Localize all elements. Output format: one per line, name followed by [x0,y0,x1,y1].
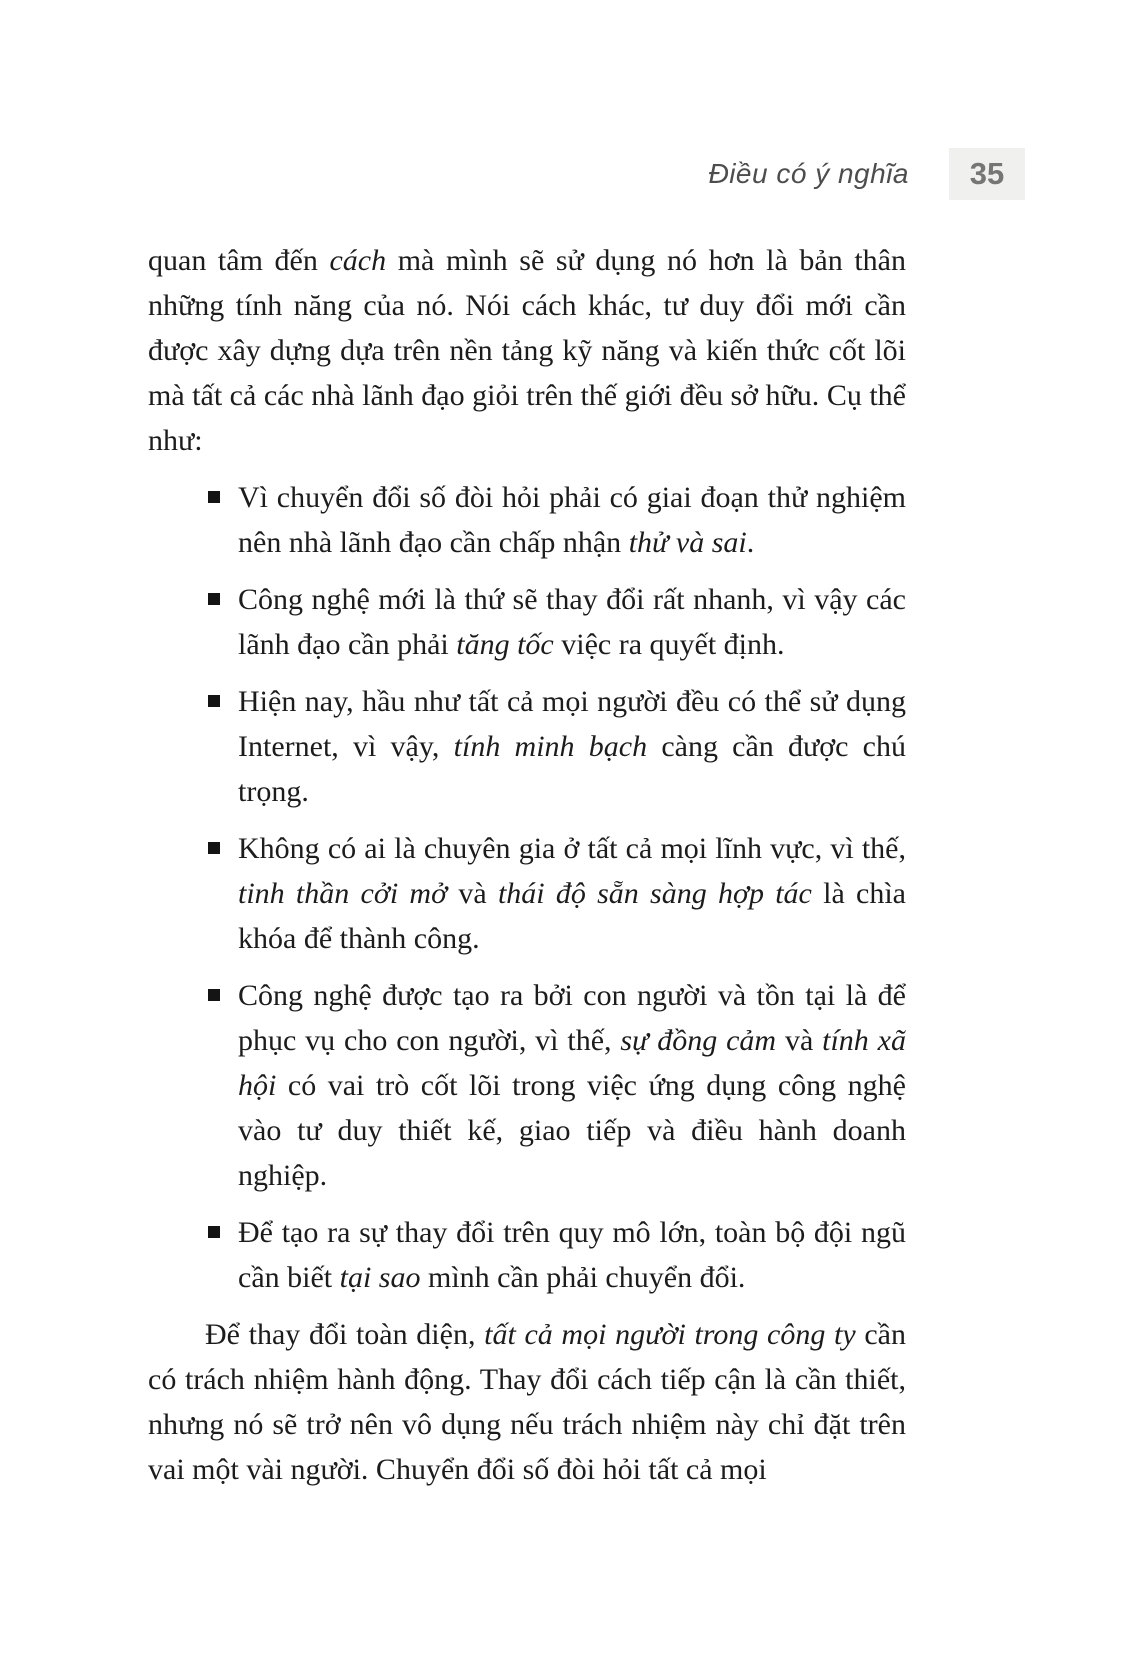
bullet-6-mid: mình cần phải chuyển đổi. [420,1261,746,1294]
bullet-1-mid: . [746,526,755,559]
intro-seg2-italic: cách [329,244,387,277]
closing-paragraph [148,1312,906,1492]
bullet-1-italic-1: thử và sai [628,526,747,559]
bullet-square-icon [208,593,220,605]
bullet-4-post: là chìa khóa để thành công. [238,877,906,955]
bullet-square-icon [208,1226,220,1238]
bullet-6-pre: Để tạo ra sự thay đổi trên quy mô lớn, toàn bộ đội ngũ cần biết [238,1216,906,1294]
running-title: Điều có ý nghĩa [708,158,909,189]
bullet-3-mid: càng cần được chú trọng. [238,730,906,808]
bullet-square-icon [208,989,220,1001]
closing-seg2-italic: tất cả mọi người trong công ty [484,1318,856,1351]
page-number-badge: 35 [949,148,1025,200]
bullet-3-italic-1: tính minh bạch [453,730,648,763]
bullet-2-pre: Công nghệ mới là thứ sẽ thay đổi rất nhanh, vì vậy các lãnh đạo cần phải [238,583,906,661]
bullet-4-italic-2: thái độ sẵn sàng hợp tác [497,877,812,910]
bullet-list [148,475,906,1300]
bullet-4-mid: và [447,877,498,910]
bullet-6-italic-1: tại sao [339,1261,421,1294]
body-text-block [148,238,906,1492]
bullet-item-6 [148,1210,906,1300]
bullet-1-pre: Vì chuyển đổi số đòi hỏi phải có giai đoạn thử nghiệm nên nhà lãnh đạo cần chấp nhận [238,481,906,559]
bullet-3-pre: Hiện nay, hầu như tất cả mọi người đều có thể sử dụng Internet, vì vậy, [238,685,906,763]
closing-seg3: cần có trách nhiệm hành động. Thay đổi cách tiếp cận là cần thiết, nhưng nó sẽ trở nên vô dụng nếu trách nhiệm này chỉ đặt trên vai một vài người. Chuyển đổi số đòi hỏi tất cả mọi [148,1318,906,1486]
bullet-5-mid: và [776,1024,823,1057]
bullet-5-pre: Công nghệ được tạo ra bởi con người và tồn tại là để phục vụ cho con người, vì thế, [238,979,906,1057]
bullet-4-italic-1: tinh thần cởi mở [238,877,448,910]
bullet-square-icon [208,842,220,854]
bullet-5-italic-2: tính xã hội [238,1024,906,1102]
bullet-square-icon [208,491,220,503]
bullet-item-4 [148,826,906,961]
intro-seg1: quan tâm đến [148,244,330,277]
closing-seg1: Để thay đổi toàn diện, [205,1318,485,1351]
bullet-5-italic-1: sự đồng cảm [620,1024,777,1057]
bullet-2-italic-1: tăng tốc [456,628,554,661]
page-header [708,148,1025,200]
bullet-item-2 [148,577,906,667]
bullet-square-icon [208,695,220,707]
bullet-item-5 [148,973,906,1198]
bullet-item-3 [148,679,906,814]
bullet-4-pre: Không có ai là chuyên gia ở tất cả mọi lĩnh vực, vì thế, [238,832,906,865]
intro-paragraph [148,238,906,463]
intro-seg3: mà mình sẽ sử dụng nó hơn là bản thân những tính năng của nó. Nói cách khác, tư duy đổi mới cần được xây dựng dựa trên nền tảng kỹ năng và kiến thức cốt lõi mà tất cả các nhà lãnh đạo giỏi trên thế giới đều sở hữu. Cụ thể như: [148,244,906,457]
bullet-5-post: có vai trò cốt lõi trong việc ứng dụng công nghệ vào tư duy thiết kế, giao tiếp và điều hành doanh nghiệp. [238,1069,906,1192]
bullet-item-1 [148,475,906,565]
bullet-2-mid: việc ra quyết định. [553,628,785,661]
